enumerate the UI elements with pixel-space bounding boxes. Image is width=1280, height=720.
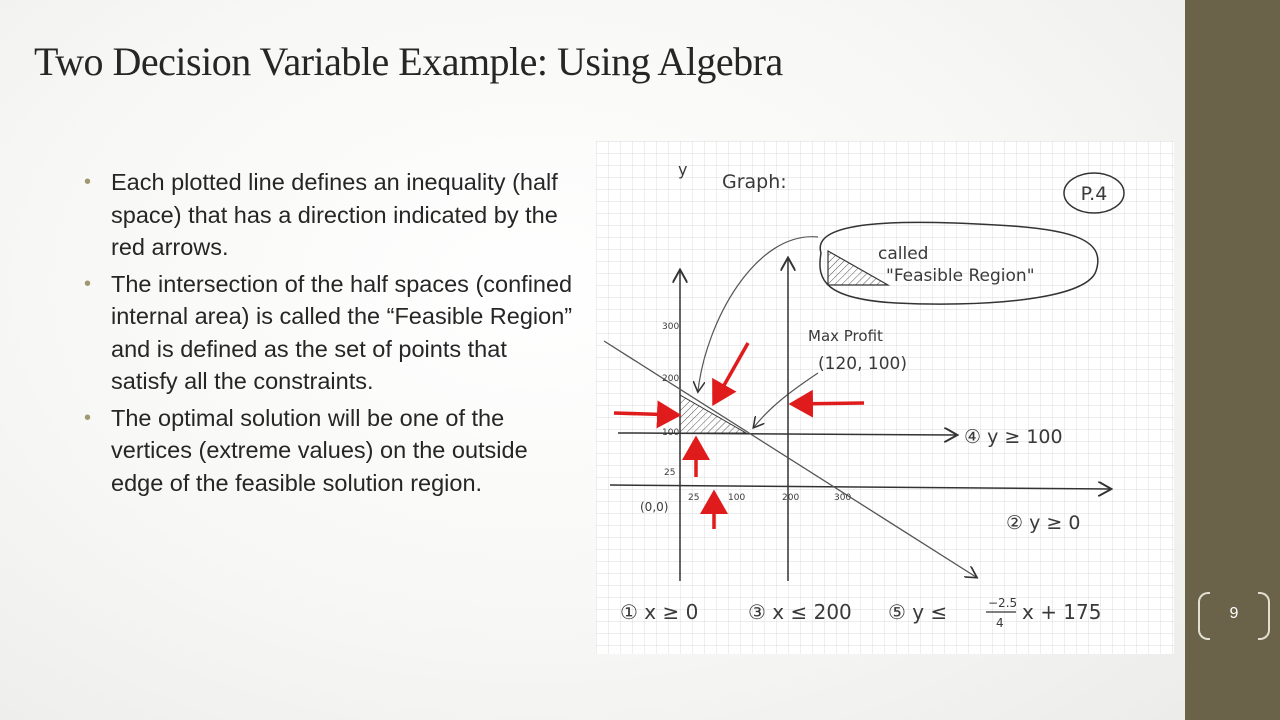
callout-region: "Feasible Region": [886, 266, 1035, 286]
x-tick: 200: [782, 493, 800, 503]
constraint-5-suffix: x + 175: [1022, 600, 1102, 624]
red-arrow-x-leq-200: [792, 403, 864, 404]
origin-label: (0,0): [640, 500, 669, 514]
constraint-3-label: ③ x ≤ 200: [748, 600, 852, 624]
callout-called: called: [878, 244, 929, 264]
slide-number: 9: [1229, 605, 1239, 622]
y-tick: 300: [662, 322, 680, 332]
constraint-2-label: ② y ≥ 0: [1006, 512, 1081, 534]
y-tick: 200: [662, 374, 680, 384]
max-profit-point: (120, 100): [818, 354, 907, 374]
red-arrow-x-geq-0: [614, 413, 678, 415]
slide-number-badge: [1198, 592, 1270, 636]
constraint-4-label: ④ y ≥ 100: [964, 426, 1063, 448]
constraint-5-numerator: −2.5: [988, 596, 1018, 610]
constraint-5-denominator: 4: [996, 616, 1004, 630]
y-tick: 25: [664, 468, 676, 478]
x-tick: 300: [834, 493, 852, 503]
constraint-5-label: ⑤ y ≤: [888, 600, 948, 624]
page-tag: P.4: [1080, 183, 1108, 205]
y-tick: 100: [662, 428, 680, 438]
slide-title: Two Decision Variable Example: Using Algebra: [34, 39, 783, 84]
graph-label: Graph:: [722, 171, 787, 193]
bullet-item: • The optimal solution will be one of the vertices (extreme values) on the outside edge of the feasible solution region.: [84, 402, 574, 500]
max-profit-label: Max Profit: [808, 327, 883, 345]
graph-svg: [596, 141, 1174, 654]
hand-drawn-graph: [596, 141, 1174, 654]
bullet-item: • The intersection of the half spaces (confined internal area) is called the “Feasible Region” and is defined as the set of points that satisfy all the constraints.: [84, 268, 574, 398]
y-axis-label: y: [678, 160, 688, 179]
x-tick: 25: [688, 493, 700, 503]
bullet-item: • Each plotted line defines an inequality (half space) that has a direction indicated by the red arrows.: [84, 166, 574, 264]
constraint-1-label: ① x ≥ 0: [620, 600, 699, 624]
x-tick: 100: [728, 493, 746, 503]
bullet-list: [84, 166, 574, 503]
